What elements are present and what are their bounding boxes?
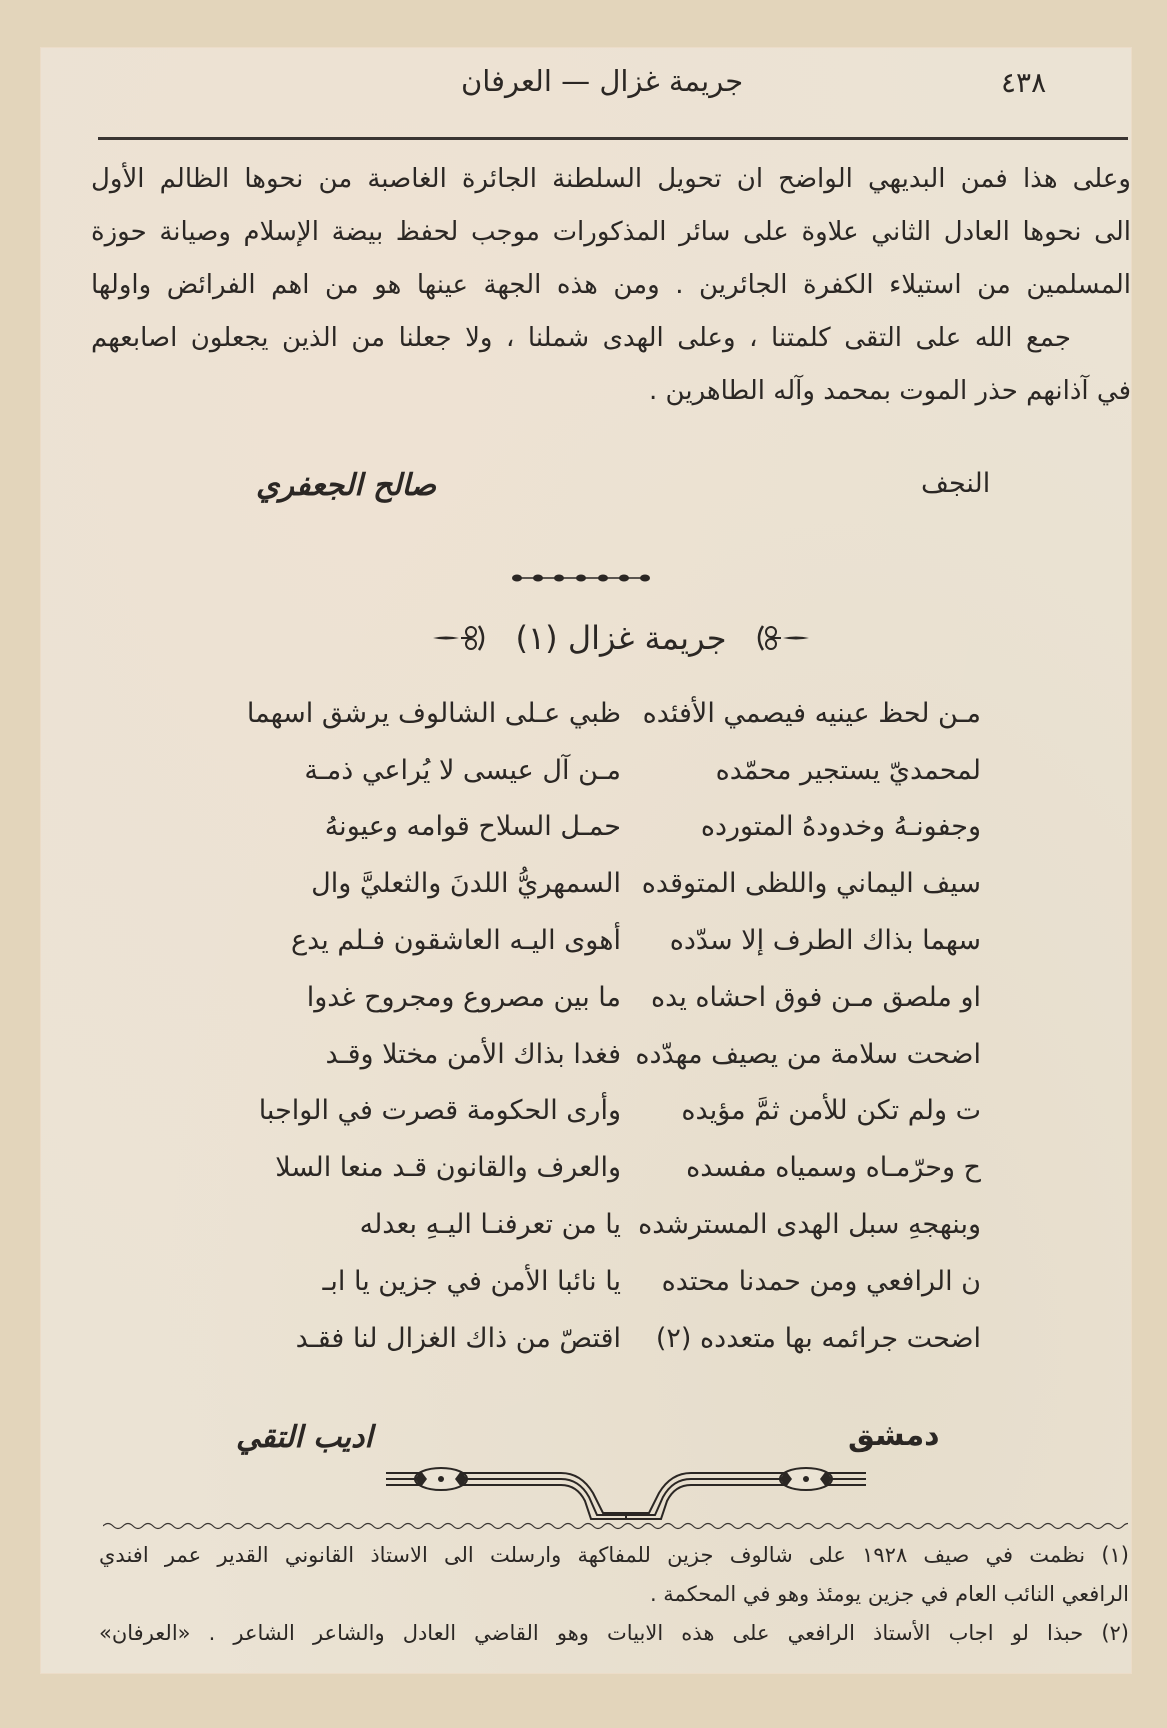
verse — [161, 855, 1061, 912]
verse — [161, 912, 1061, 969]
verse — [161, 1310, 1061, 1367]
verse-second-hemistich: وبنهجهِ سبل الهدى المسترشده — [638, 1209, 981, 1241]
verse-second-hemistich: اضحت سلامة من يصيف مهدّده — [635, 1038, 981, 1070]
prose-line: في آذانهم حذر الموت بمحمد وآله الطاهرين . — [649, 376, 1131, 406]
verse — [161, 742, 1061, 799]
poem-place: دمشق — [848, 1418, 940, 1453]
verse-second-hemistich: وجفونـهُ وخدودهُ المتورده — [700, 811, 981, 843]
verse-first-hemistich: يا نائبا الأمن في جزين يا ابـ — [322, 1265, 621, 1297]
verse-first-hemistich: السمهريُّ اللدنَ والثعليَّ وال — [311, 868, 621, 900]
verse — [161, 969, 1061, 1026]
footnote-separator — [103, 1520, 1128, 1532]
verse — [161, 1253, 1061, 1310]
verse-second-hemistich: لمحمديّ يستجير محمّده — [715, 754, 981, 786]
verse — [161, 1139, 1061, 1196]
article-author: صالح الجعفري — [256, 468, 437, 503]
article-body — [91, 153, 1131, 418]
article-place: النجف — [921, 468, 991, 499]
verse-second-hemistich: او ملصق مـن فوق احشاه يده — [651, 981, 981, 1013]
verse-first-hemistich: ظبي عـلى الشالوف يرشق اسهما — [246, 697, 621, 729]
verse-first-hemistich: يا من تعرفنـا اليـهِ بعدله — [359, 1209, 621, 1241]
bead-divider-ornament — [511, 573, 651, 583]
header-rule — [98, 137, 1128, 140]
flourish-left-icon — [431, 623, 491, 653]
poem-title: جريمة غزال (١) — [515, 619, 727, 657]
verse-second-hemistich: ت ولم تكن للأمن ثمَّ مؤيده — [681, 1095, 981, 1127]
footnotes — [99, 1536, 1129, 1653]
verse-first-hemistich: اقتصّ من ذاك الغزال لنا فقـد — [295, 1322, 621, 1354]
verse — [161, 685, 1061, 742]
footnote-2-line: (٢) حبذا لو اجاب الأستاذ الرافعي على هذه الابيات وهو القاضي العادل والشاعر الشاعر . «العرفان» — [99, 1621, 1129, 1645]
verse-first-hemistich: وأرى الحكومة قصرت في الواجبا — [258, 1095, 621, 1127]
prose-line: جمع الله على التقى كلمتنا ، وعلى الهدى شملنا ، ولا جعلنا من الذين يجعلون اصابعهم — [91, 323, 1071, 353]
verse-first-hemistich: حمـل السلاح قوامه وعيونهُ — [324, 811, 621, 843]
poem-verses — [161, 685, 1061, 1367]
verse-second-hemistich: ح وحرّمـاه وسمياه مفسده — [686, 1152, 981, 1184]
verse-first-hemistich: ما بين مصروع ومجروح غدوا — [306, 981, 621, 1013]
verse-second-hemistich: ن الرافعي ومن حمدنا محتده — [661, 1265, 981, 1297]
poem-title-block — [381, 613, 861, 663]
footnote-1-line: (١) نظمت في صيف ١٩٢٨ على شالوف جزين للمفاكهة وارسلت الى الاستاذ القانوني القدير عمر افندي — [99, 1543, 1129, 1567]
verse — [161, 799, 1061, 856]
verse-first-hemistich: فغدا بذاك الأمن مختلا وقـد — [325, 1038, 621, 1070]
verse-second-hemistich: مـن لحظ عينيه فيصمي الأفئده — [642, 697, 981, 729]
page-number: ٤٣٨ — [1001, 66, 1047, 99]
verse-first-hemistich: أهوى اليـه العاشقون فـلم يدع — [291, 925, 621, 957]
verse-second-hemistich: سيف اليماني واللظى المتوقده — [641, 868, 981, 900]
magazine-page — [41, 48, 1131, 1673]
poem-author: اديب التقي — [236, 1420, 373, 1455]
verse-second-hemistich: اضحت جرائمه بها متعدده (٢) — [655, 1322, 981, 1354]
footnote-1-line: الرافعي النائب العام في جزين يومئذ وهو في المحكمة . — [649, 1582, 1129, 1606]
prose-line: وعلى هذا فمن البديهي الواضح ان تحويل السلطنة الجائرة الغاصبة من نحوها الظالم الأول — [91, 164, 1131, 194]
prose-line: المسلمين من استيلاء الكفرة الجائرين . ومن هذه الجهة عينها هو من اهم الفرائض واولها — [91, 270, 1131, 300]
tailpiece-ornament — [381, 1463, 871, 1523]
verse-first-hemistich: مـن آل عيسى لا يُراعي ذمـة — [304, 754, 621, 786]
verse-second-hemistich: سهما بذاك الطرف إلا سدّده — [669, 925, 981, 957]
verse — [161, 1026, 1061, 1083]
running-head: جريمة غزال — العرفان — [461, 64, 744, 98]
verse — [161, 1083, 1061, 1140]
verse-first-hemistich: والعرف والقانون قـد منعا السلا — [275, 1152, 621, 1184]
flourish-right-icon — [751, 623, 811, 653]
prose-line: الى نحوها العادل الثاني علاوة على سائر المذكورات موجب لحفظ بيضة الإسلام وصيانة حوزة — [91, 217, 1131, 247]
verse — [161, 1196, 1061, 1253]
